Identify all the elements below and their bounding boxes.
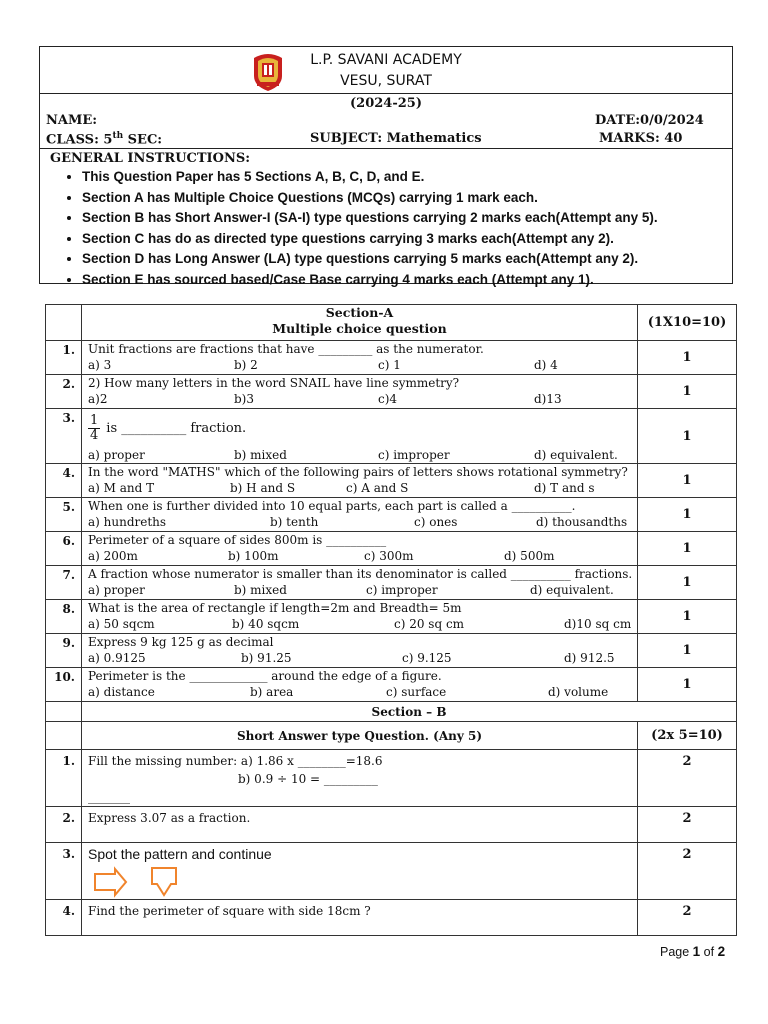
question-text: Perimeter is the _____________ around the edge of a figure. (88, 669, 442, 683)
table-row: 5. When one is further divided into 10 equal parts, each part is called a __________. a) hundreths b) tenth c) ones d) thousandths 1 (46, 498, 737, 532)
options-row: a) proper b) mixed c) improper d) equivalent. (88, 583, 614, 597)
section-b-header (46, 702, 737, 722)
school-city: VESU, SURAT (340, 73, 432, 89)
question-text: 2) How many letters in the word SNAIL have line symmetry? (88, 376, 460, 390)
table-row: 4. In the word "MATHS" which of the following pairs of letters shows rotational symmetry? a) M and T b) H and S c) A and S d) T and s 1 (46, 464, 737, 498)
question-text: What is the area of rectangle if length=2m and Breadth= 5m (88, 601, 462, 615)
options-row: a) 0.9125 b) 91.25 c) 9.125 d) 912.5 (88, 651, 615, 665)
question-text: In the word "MATHS" which of the following pairs of letters shows rotational symmetry? (88, 465, 628, 479)
table-row: 7. A fraction whose numerator is smaller than its denominator is called __________ fractions. a) proper b) mixed c) improper d) equivalent. 1 (46, 566, 737, 600)
marks-label: MARKS: 40 (599, 131, 683, 146)
header-divider (40, 148, 732, 149)
instruction-item: • Section D has Long Answer (LA) type questions carrying 5 marks each(Attempt any 2). (82, 249, 658, 270)
arrow-shape-icon (88, 865, 188, 899)
options-row: a) 50 sqcm b) 40 sqcm c) 20 sq cm d)10 sq cm (88, 617, 632, 631)
page-number: Page 1 of 2 (660, 944, 726, 959)
date-label: DATE:0/0/2024 (595, 113, 704, 128)
table-row: 8. What is the area of rectangle if length=2m and Breadth= 5m a) 50 sqcm b) 40 sqcm c) 20 sq cm d)10 sq cm 1 (46, 600, 737, 634)
question-text: Find the perimeter of square with side 18cm ? (82, 900, 638, 936)
options-row: a) M and T b) H and S c) A and S d) T and s (88, 481, 595, 495)
session-year: (2024-25) (350, 96, 422, 111)
question-text: Unit fractions are fractions that have _________ as the numerator. (88, 342, 484, 356)
table-row: 1. Fill the missing number: a) 1.86 x ________=18.6 b) 0.9 ÷ 10 = _________ _______ 2 (46, 750, 737, 807)
class-label: CLASS: 5th SEC: (46, 131, 163, 148)
instruction-item: • Section B has Short Answer-I (SA-I) type questions carrying 2 marks each(Attempt any 5). (82, 208, 658, 229)
section-b-title: Section – B (82, 702, 737, 722)
question-text: A fraction whose numerator is smaller than its denominator is called __________ fractions. (88, 567, 633, 581)
table-row: 3. Spot the pattern and continue 2 (46, 843, 737, 900)
table-row: 9. Express 9 kg 125 g as decimal a) 0.9125 b) 91.25 c) 9.125 d) 912.5 1 (46, 634, 737, 668)
section-a-marks: (1X10=10) (638, 305, 737, 341)
options-row: a) 3 b) 2 c) 1 d) 4 (88, 358, 558, 372)
paper-header (39, 46, 733, 287)
question-text: Express 3.07 as a fraction. (82, 807, 638, 843)
question-text: Fill the missing number: a) 1.86 x ________=18.6 b) 0.9 ÷ 10 = _________ _______ (82, 750, 638, 807)
header-divider (40, 93, 732, 94)
table-row: 4. Find the perimeter of square with side 18cm ? 2 (46, 900, 737, 936)
question-text: Express 9 kg 125 g as decimal (88, 635, 274, 649)
subject-label: SUBJECT: Mathematics (310, 131, 482, 146)
options-row: a)2 b)3 c)4 d)13 (88, 392, 562, 406)
instruction-item: • Section A has Multiple Choice Questions (MCQs) carrying 1 mark each. (82, 188, 658, 209)
options-row: a) proper b) mixed c) improper d) equivalent. (88, 448, 618, 462)
table-row: 6. Perimeter of a square of sides 800m is __________ a) 200m b) 100m c) 300m d) 500m 1 (46, 532, 737, 566)
name-label: NAME: (46, 113, 98, 128)
section-a-header (46, 305, 737, 341)
instructions-list (50, 167, 658, 290)
options-row: a) 200m b) 100m c) 300m d) 500m (88, 549, 555, 563)
general-instructions (50, 151, 658, 290)
section-a-subtitle: Multiple choice question (272, 321, 447, 336)
table-row: 2. 2) How many letters in the word SNAIL have line symmetry? a)2 b)3 c)4 d)13 1 (46, 375, 737, 409)
section-b-marks: (2x 5=10) (638, 722, 737, 750)
fraction: $\frac{1}{4}$ (90, 413, 99, 443)
table-row: 1. Unit fractions are fractions that have _________ as the numerator. a) 3 b) 2 c) 1 d) 4 1 (46, 341, 737, 375)
table-row: 2. Express 3.07 as a fraction. 2 (46, 807, 737, 843)
table-row: 10. Perimeter is the _____________ around the edge of a figure. a) distance b) area c) surface d) volume 1 (46, 668, 737, 702)
options-row: a) distance b) area c) surface d) volume (88, 685, 609, 699)
instruction-item: • Section C has do as directed type questions carrying 3 marks each(Attempt any 2). (82, 229, 658, 250)
section-a-title: Section-A (325, 305, 394, 320)
section-b-subheader (46, 722, 737, 750)
section-b-subtitle: Short Answer type Question. (Any 5) (82, 722, 638, 750)
instruction-item: • This Question Paper has 5 Sections A, B, C, D, and E. (82, 167, 658, 188)
question-text: $\frac{1}{4}$ is __________ fraction. (90, 413, 247, 443)
school-name: L.P. SAVANI ACADEMY (310, 52, 462, 68)
question-text: When one is further divided into 10 equal parts, each part is called a __________. (88, 499, 576, 513)
question-text: Perimeter of a square of sides 800m is __________ (88, 533, 387, 547)
instruction-item: • Section E has sourced based/Case Base carrying 4 marks each (Attempt any 1). (82, 270, 658, 291)
question-text: Spot the pattern and continue (88, 846, 272, 862)
table-row: 3. $\frac{1}{4}$ is __________ fraction. a) proper b) mixed c) improper d) equivalent. 1 (46, 409, 737, 464)
options-row: a) hundreths b) tenth c) ones d) thousandths (88, 515, 628, 529)
instructions-title: GENERAL INSTRUCTIONS: (50, 151, 251, 166)
questions-table (45, 304, 737, 936)
